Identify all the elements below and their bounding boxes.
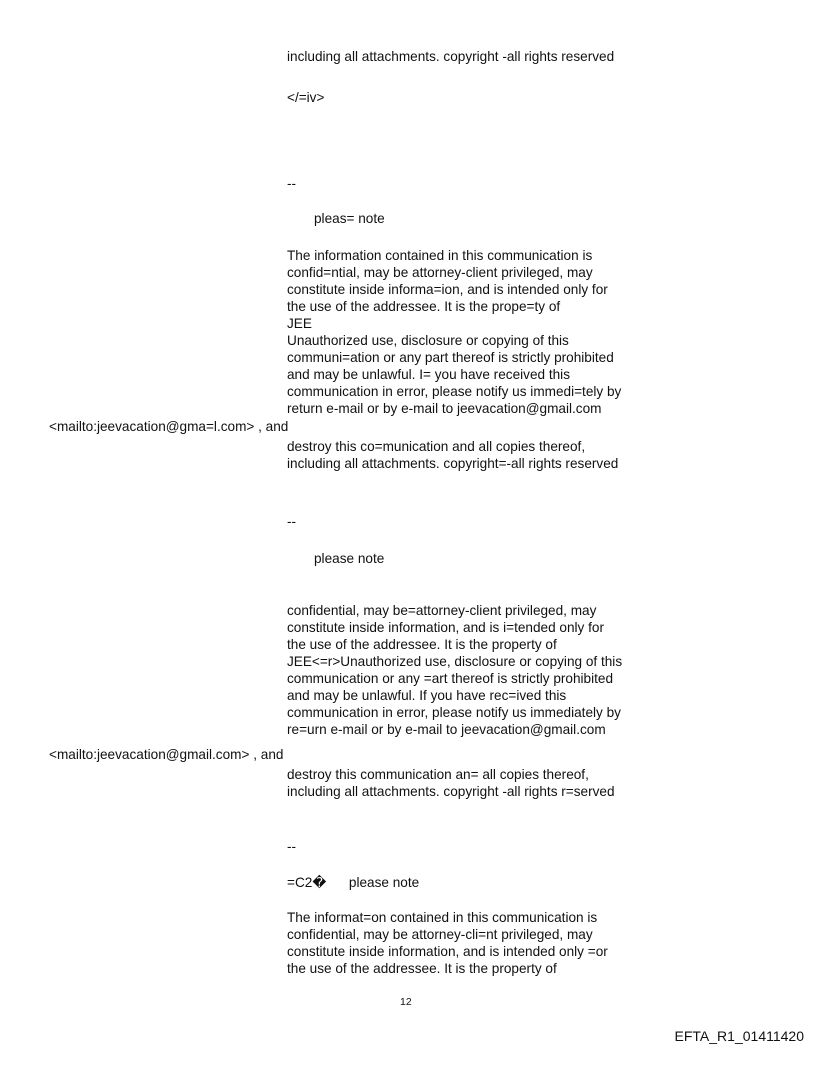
separator-line: -- xyxy=(287,176,297,191)
page-number: 12 xyxy=(400,996,412,1008)
notice-heading: =C2� please note xyxy=(287,875,420,890)
text-line: destroy this co=munication and all copies thereof, xyxy=(287,439,586,454)
text-line: constitute inside information, and is i=tended only for xyxy=(287,620,604,635)
text-line: Unauthorized use, disclosure or copying of this xyxy=(287,333,569,348)
mailto-line: <mailto:jeevacation@gma=l.com> , and xyxy=(49,419,289,434)
text-line: communication or any =art thereof is strictly prohibited xyxy=(287,671,614,686)
text-line: destroy this communication an= all copies thereof, xyxy=(287,767,589,782)
text-line: communication in error, please notify us immediately by xyxy=(287,705,621,720)
text-line: JEE xyxy=(287,316,312,331)
text-line: and may be unlawful. I= you have received this xyxy=(287,367,570,382)
text-line: return e-mail or by e-mail to jeevacation@gmail.com xyxy=(287,401,602,416)
text-line: including all attachments. copyright -all rights r=served xyxy=(287,784,615,799)
text-line: including all attachments. copyright=-all rights reserved xyxy=(287,456,619,471)
bates-number: EFTA_R1_01411420 xyxy=(674,1028,804,1044)
text-line: and may be unlawful. If you have rec=ived this xyxy=(287,688,567,703)
text-line: the use of the addressee. It is the property of xyxy=(287,637,557,652)
text-line: confidential, may be=attorney-client privileged, may xyxy=(287,603,597,618)
separator-line: -- xyxy=(287,514,297,529)
text-line: re=urn e-mail or by e-mail to jeevacation@gmail.com xyxy=(287,722,606,737)
text-line: including all attachments. copyright -all rights reserved xyxy=(287,49,615,64)
text-line: The informat=on contained in this communication is xyxy=(287,910,598,925)
text-line: </=iv> xyxy=(287,90,325,105)
text-line: communi=ation or any part thereof is strictly prohibited xyxy=(287,350,614,365)
text-line: The information contained in this communication is xyxy=(287,248,593,263)
text-line: the use of the addressee. It is the property of xyxy=(287,961,557,976)
notice-heading: please note xyxy=(314,551,385,566)
notice-heading: pleas= note xyxy=(314,211,385,226)
separator-line: -- xyxy=(287,839,297,854)
text-line: the use of the addressee. It is the prope=ty of xyxy=(287,299,561,314)
text-line: JEE<=r>Unauthorized use, disclosure or copying of this xyxy=(287,654,623,669)
text-line: constitute inside information, and is intended only =or xyxy=(287,944,608,959)
mailto-line: <mailto:jeevacation@gmail.com> , and xyxy=(49,747,284,762)
text-line: confid=ntial, may be attorney-client privileged, may xyxy=(287,265,593,280)
text-line: constitute inside informa=ion, and is intended only for xyxy=(287,282,608,297)
text-line: confidential, may be attorney-cli=nt privileged, may xyxy=(287,927,593,942)
text-line: communication in error, please notify us immedi=tely by xyxy=(287,384,622,399)
